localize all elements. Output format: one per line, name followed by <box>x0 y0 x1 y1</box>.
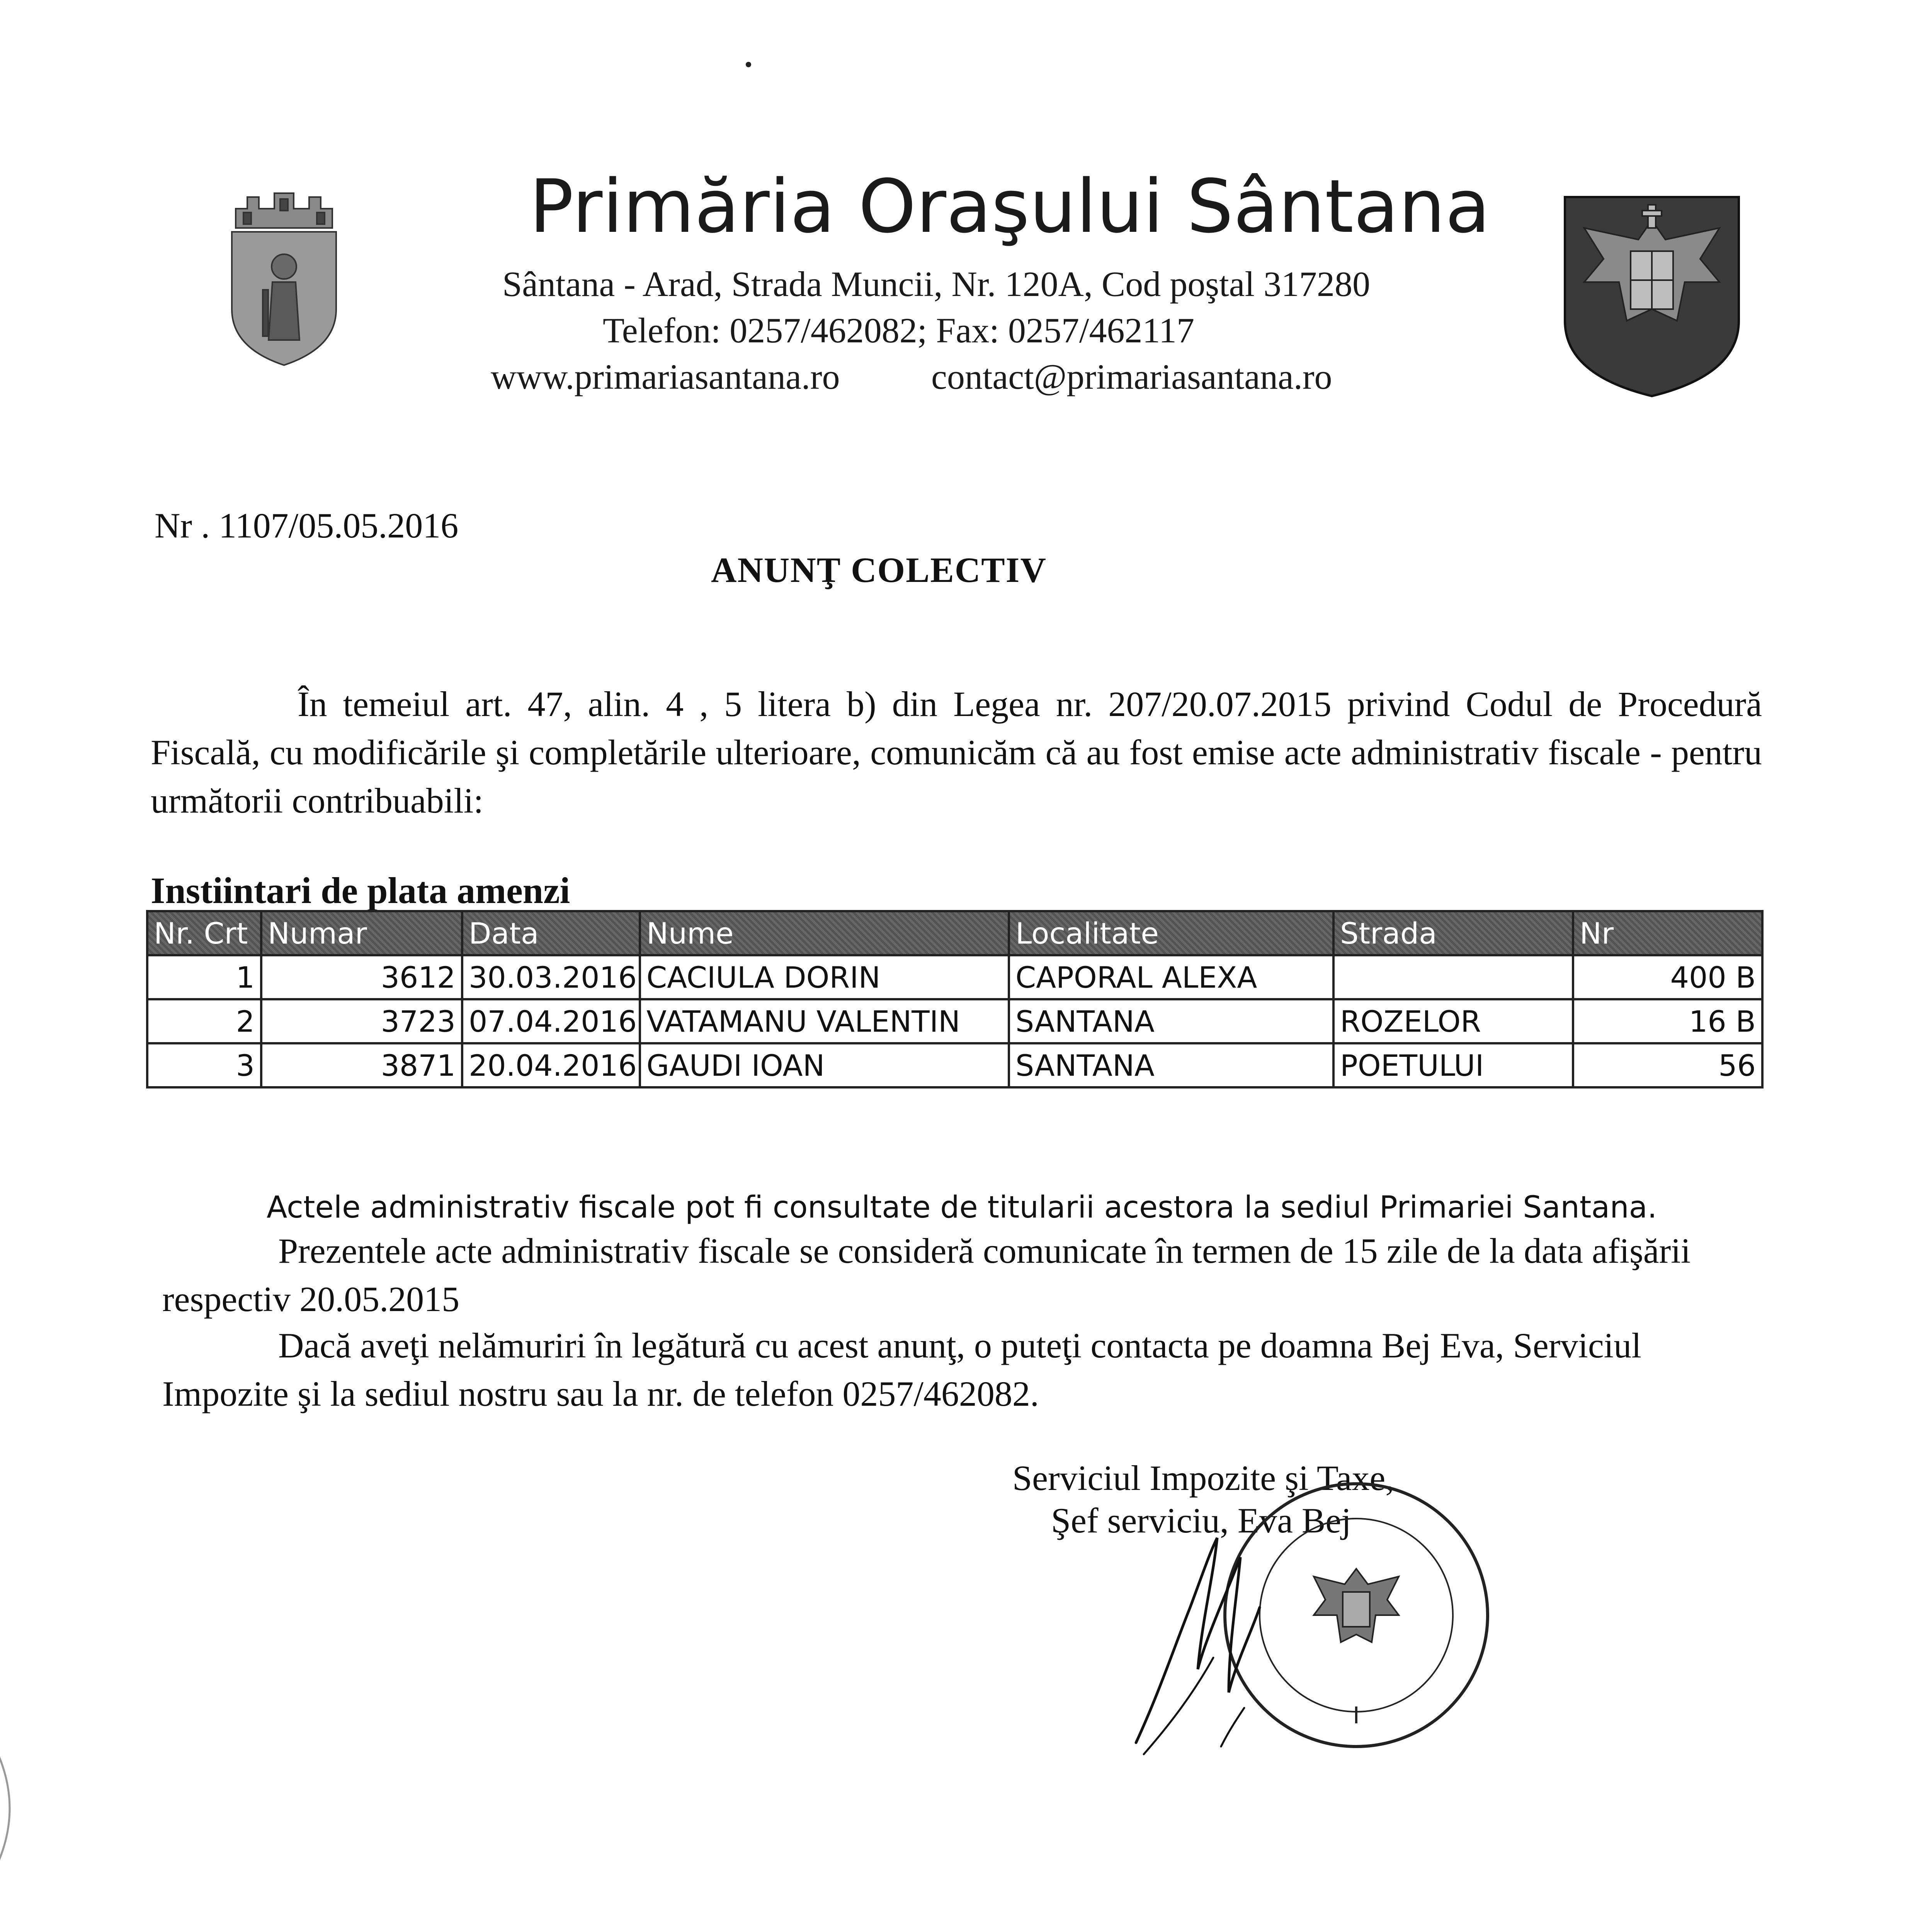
table-cell: SANTANA <box>1009 1043 1333 1087</box>
table-cell: 3723 <box>261 999 462 1043</box>
communication-text: Prezentele acte administrativ fiscale se consideră comunicate în termen de 15 zile de la data afişării respectiv 20.05.2015 <box>162 1231 1691 1319</box>
intro-text: În temeiul art. 47, alin. 4 , 5 litera b) din Legea nr. 207/20.07.2015 privind Codul de Procedură Fiscală, cu modificările şi completările ulterioare, comunicăm că au fost emise acte administrativ fiscale - pentru următorii contribuabili: <box>151 684 1762 820</box>
santana-coat-of-arms-icon <box>228 185 340 367</box>
table-cell <box>1333 955 1573 999</box>
table-cell: 3871 <box>261 1043 462 1087</box>
table-cell: GAUDI IOAN <box>640 1043 1009 1087</box>
handwritten-signature-icon <box>1113 1492 1314 1770</box>
institution-title: Primăria Oraşului Sântana <box>529 164 1490 249</box>
table-cell: 3612 <box>261 955 462 999</box>
column-header: Nr <box>1573 911 1762 955</box>
consult-paragraph: Actele administrativ fiscale pot fi consultate de titularii acestora la sediul Primariei Santana. <box>267 1190 1657 1225</box>
scan-speck <box>746 62 751 67</box>
intro-paragraph <box>151 680 1762 825</box>
signature-department: Serviciul Impozite şi Taxe, <box>1012 1458 1395 1498</box>
table-cell: ROZELOR <box>1333 999 1573 1043</box>
table-cell: 30.03.2016 <box>462 955 640 999</box>
communication-paragraph <box>162 1227 1766 1323</box>
table-cell: 400 B <box>1573 955 1762 999</box>
table-cell: 20.04.2016 <box>462 1043 640 1087</box>
table-row <box>147 1043 1762 1087</box>
document-number: Nr . 1107/05.05.2016 <box>155 506 459 545</box>
table-cell: CACIULA DORIN <box>640 955 1009 999</box>
column-header: Strada <box>1333 911 1573 955</box>
svg-text:I: I <box>1353 1702 1360 1729</box>
table-cell: 07.04.2016 <box>462 999 640 1043</box>
table-row <box>147 955 1762 999</box>
contact-text: Dacă aveţi nelămuriri în legătură cu acest anunţ, o puteţi contacta pe doamna Bej Eva, Serviciul Impozite şi la sediul nostru sau la nr. de telefon 0257/462082. <box>162 1326 1641 1413</box>
institution-website: www.primariasantana.ro <box>491 357 840 396</box>
table-cell: 3 <box>147 1043 261 1087</box>
table-row <box>147 999 1762 1043</box>
table-cell: 2 <box>147 999 261 1043</box>
romania-coat-of-arms-icon <box>1561 193 1743 398</box>
column-header: Nr. Crt <box>147 911 261 955</box>
institution-email: contact@primariasantana.ro <box>931 357 1332 396</box>
table-cell: VATAMANU VALENTIN <box>640 999 1009 1043</box>
fines-section-title: Instiintari de plata amenzi <box>151 870 570 911</box>
table-cell: 56 <box>1573 1043 1762 1087</box>
table-header-row <box>147 911 1762 955</box>
signature-role: Şef serviciu, Eva Bej <box>1051 1501 1351 1540</box>
institution-address: Sântana - Arad, Strada Muncii, Nr. 120A, Cod poştal 317280 <box>502 264 1371 304</box>
table-cell: SANTANA <box>1009 999 1333 1043</box>
document-title: ANUNŢ COLECTIV <box>711 550 1047 590</box>
scan-edge-mark <box>0 1731 23 1886</box>
table-cell: 1 <box>147 955 261 999</box>
institution-phone-fax: Telefon: 0257/462082; Fax: 0257/462117 <box>603 311 1195 350</box>
table-cell: POETULUI <box>1333 1043 1573 1087</box>
column-header: Numar <box>261 911 462 955</box>
column-header: Localitate <box>1009 911 1333 955</box>
fines-table <box>146 910 1764 1088</box>
column-header: Data <box>462 911 640 955</box>
column-header: Nume <box>640 911 1009 955</box>
table-cell: CAPORAL ALEXA <box>1009 955 1333 999</box>
contact-paragraph <box>162 1321 1766 1418</box>
table-cell: 16 B <box>1573 999 1762 1043</box>
